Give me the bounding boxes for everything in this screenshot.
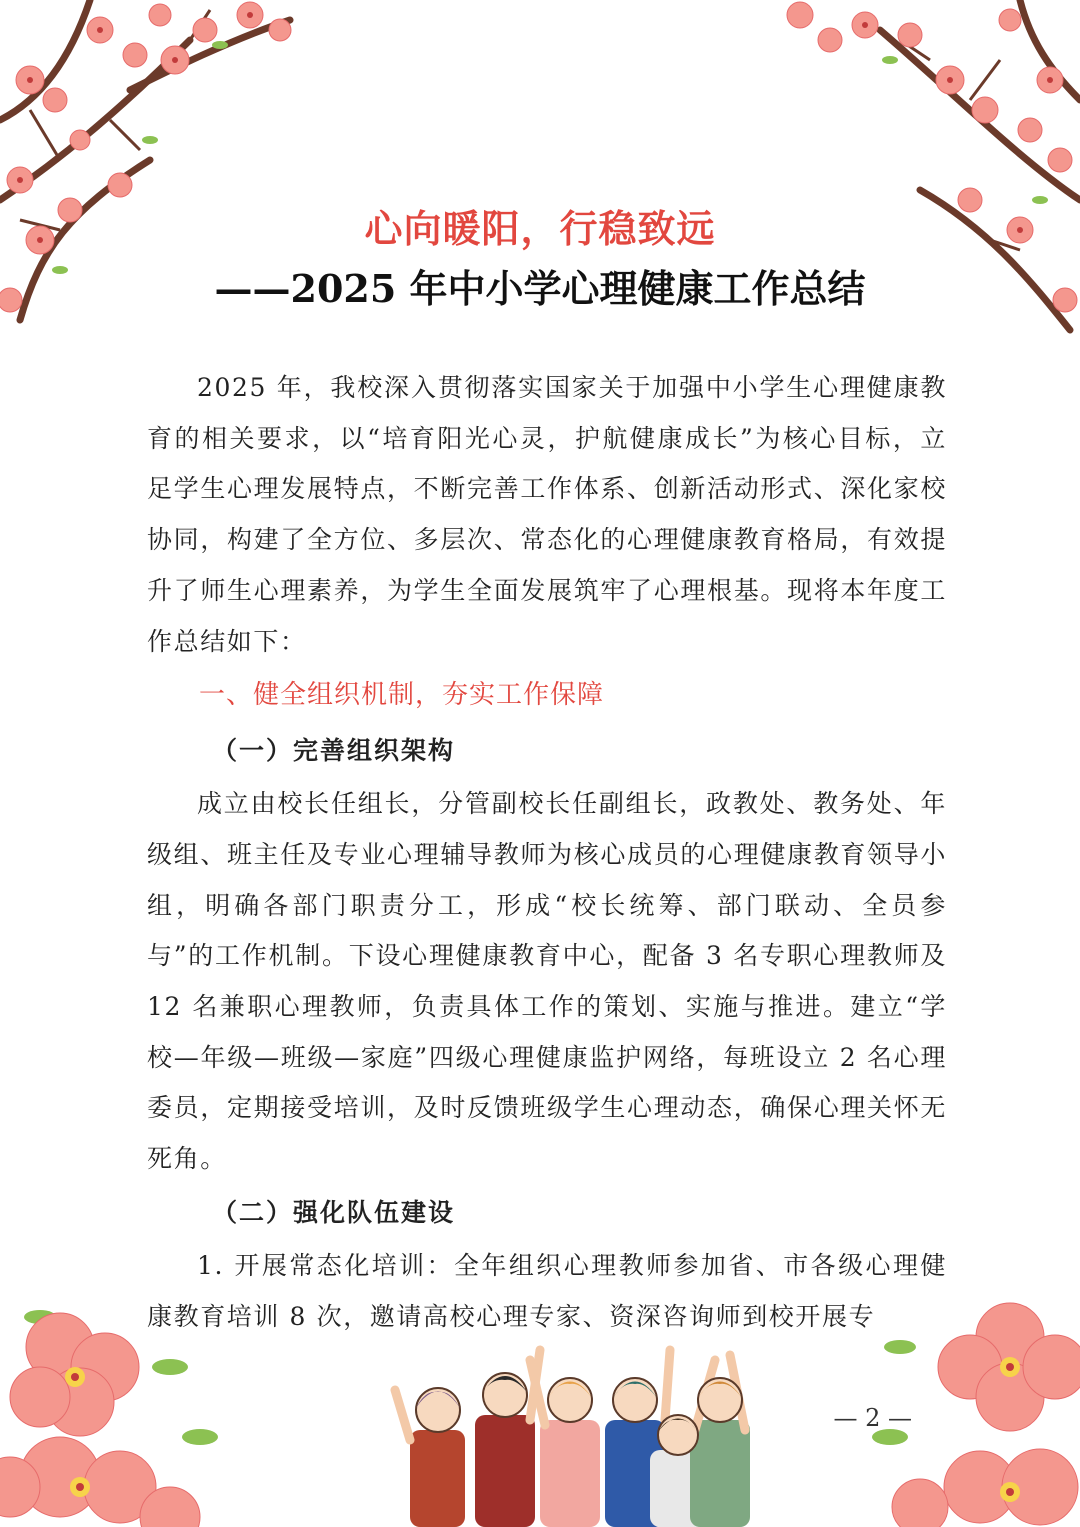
document-title: 心向暖阳，行稳致远 — [364, 206, 716, 251]
subsection-heading: （一）完善组织架构 — [212, 736, 456, 766]
cheering-students-illustration — [380, 1320, 800, 1527]
document-body — [147, 363, 947, 1342]
section-heading: 一、健全组织机制，夯实工作保障 — [199, 680, 605, 711]
subsection-heading: （二）强化队伍建设 — [212, 1197, 456, 1227]
page-number: — 2 — — [833, 1404, 912, 1432]
intro-paragraph: 2025 年，我校深入贯彻落实国家关于加强中小学生心理健康教育的相关要求，以“培育阳光心灵，护航健康成长”为核心目标，立足学生心理发展特点，不断完善工作体系、创新活动形式、深化家校协同，构建了全方位、多层次、常态化的心理健康教育格局，有效提升了师生心理素养，为学生全面发展筑牢了心理根基。现将本年度工作总结如下： — [147, 373, 947, 656]
subsection-paragraph: 成立由校长任组长，分管副校长任副组长，政教处、教务处、年级组、班主任及专业心理辅导教师为核心成员的心理健康教育领导小组，明确各部门职责分工，形成“校长统筹、部门联动、全员参与”的工作机制。下设心理健康教育中心，配备 3 名专职心理教师及 12 名兼职心理教师，负责具体工作的策划、实施与推进。建立“学校—年级—班级—家庭”四级心理健康监护网络，每班设立 2 名心理委员，定期接受培训，及时反馈班级学生心理动态，确保心理关怀无死角。 — [147, 789, 947, 1174]
document-subtitle: ——2025 年中小学心理健康工作总结 — [214, 266, 866, 311]
subsection-paragraph: 1. 开展常态化培训：全年组织心理教师参加省、市各级心理健康教育培训 8 次，邀请高校心理专家、资深咨询师到校开展专 — [147, 1250, 947, 1331]
